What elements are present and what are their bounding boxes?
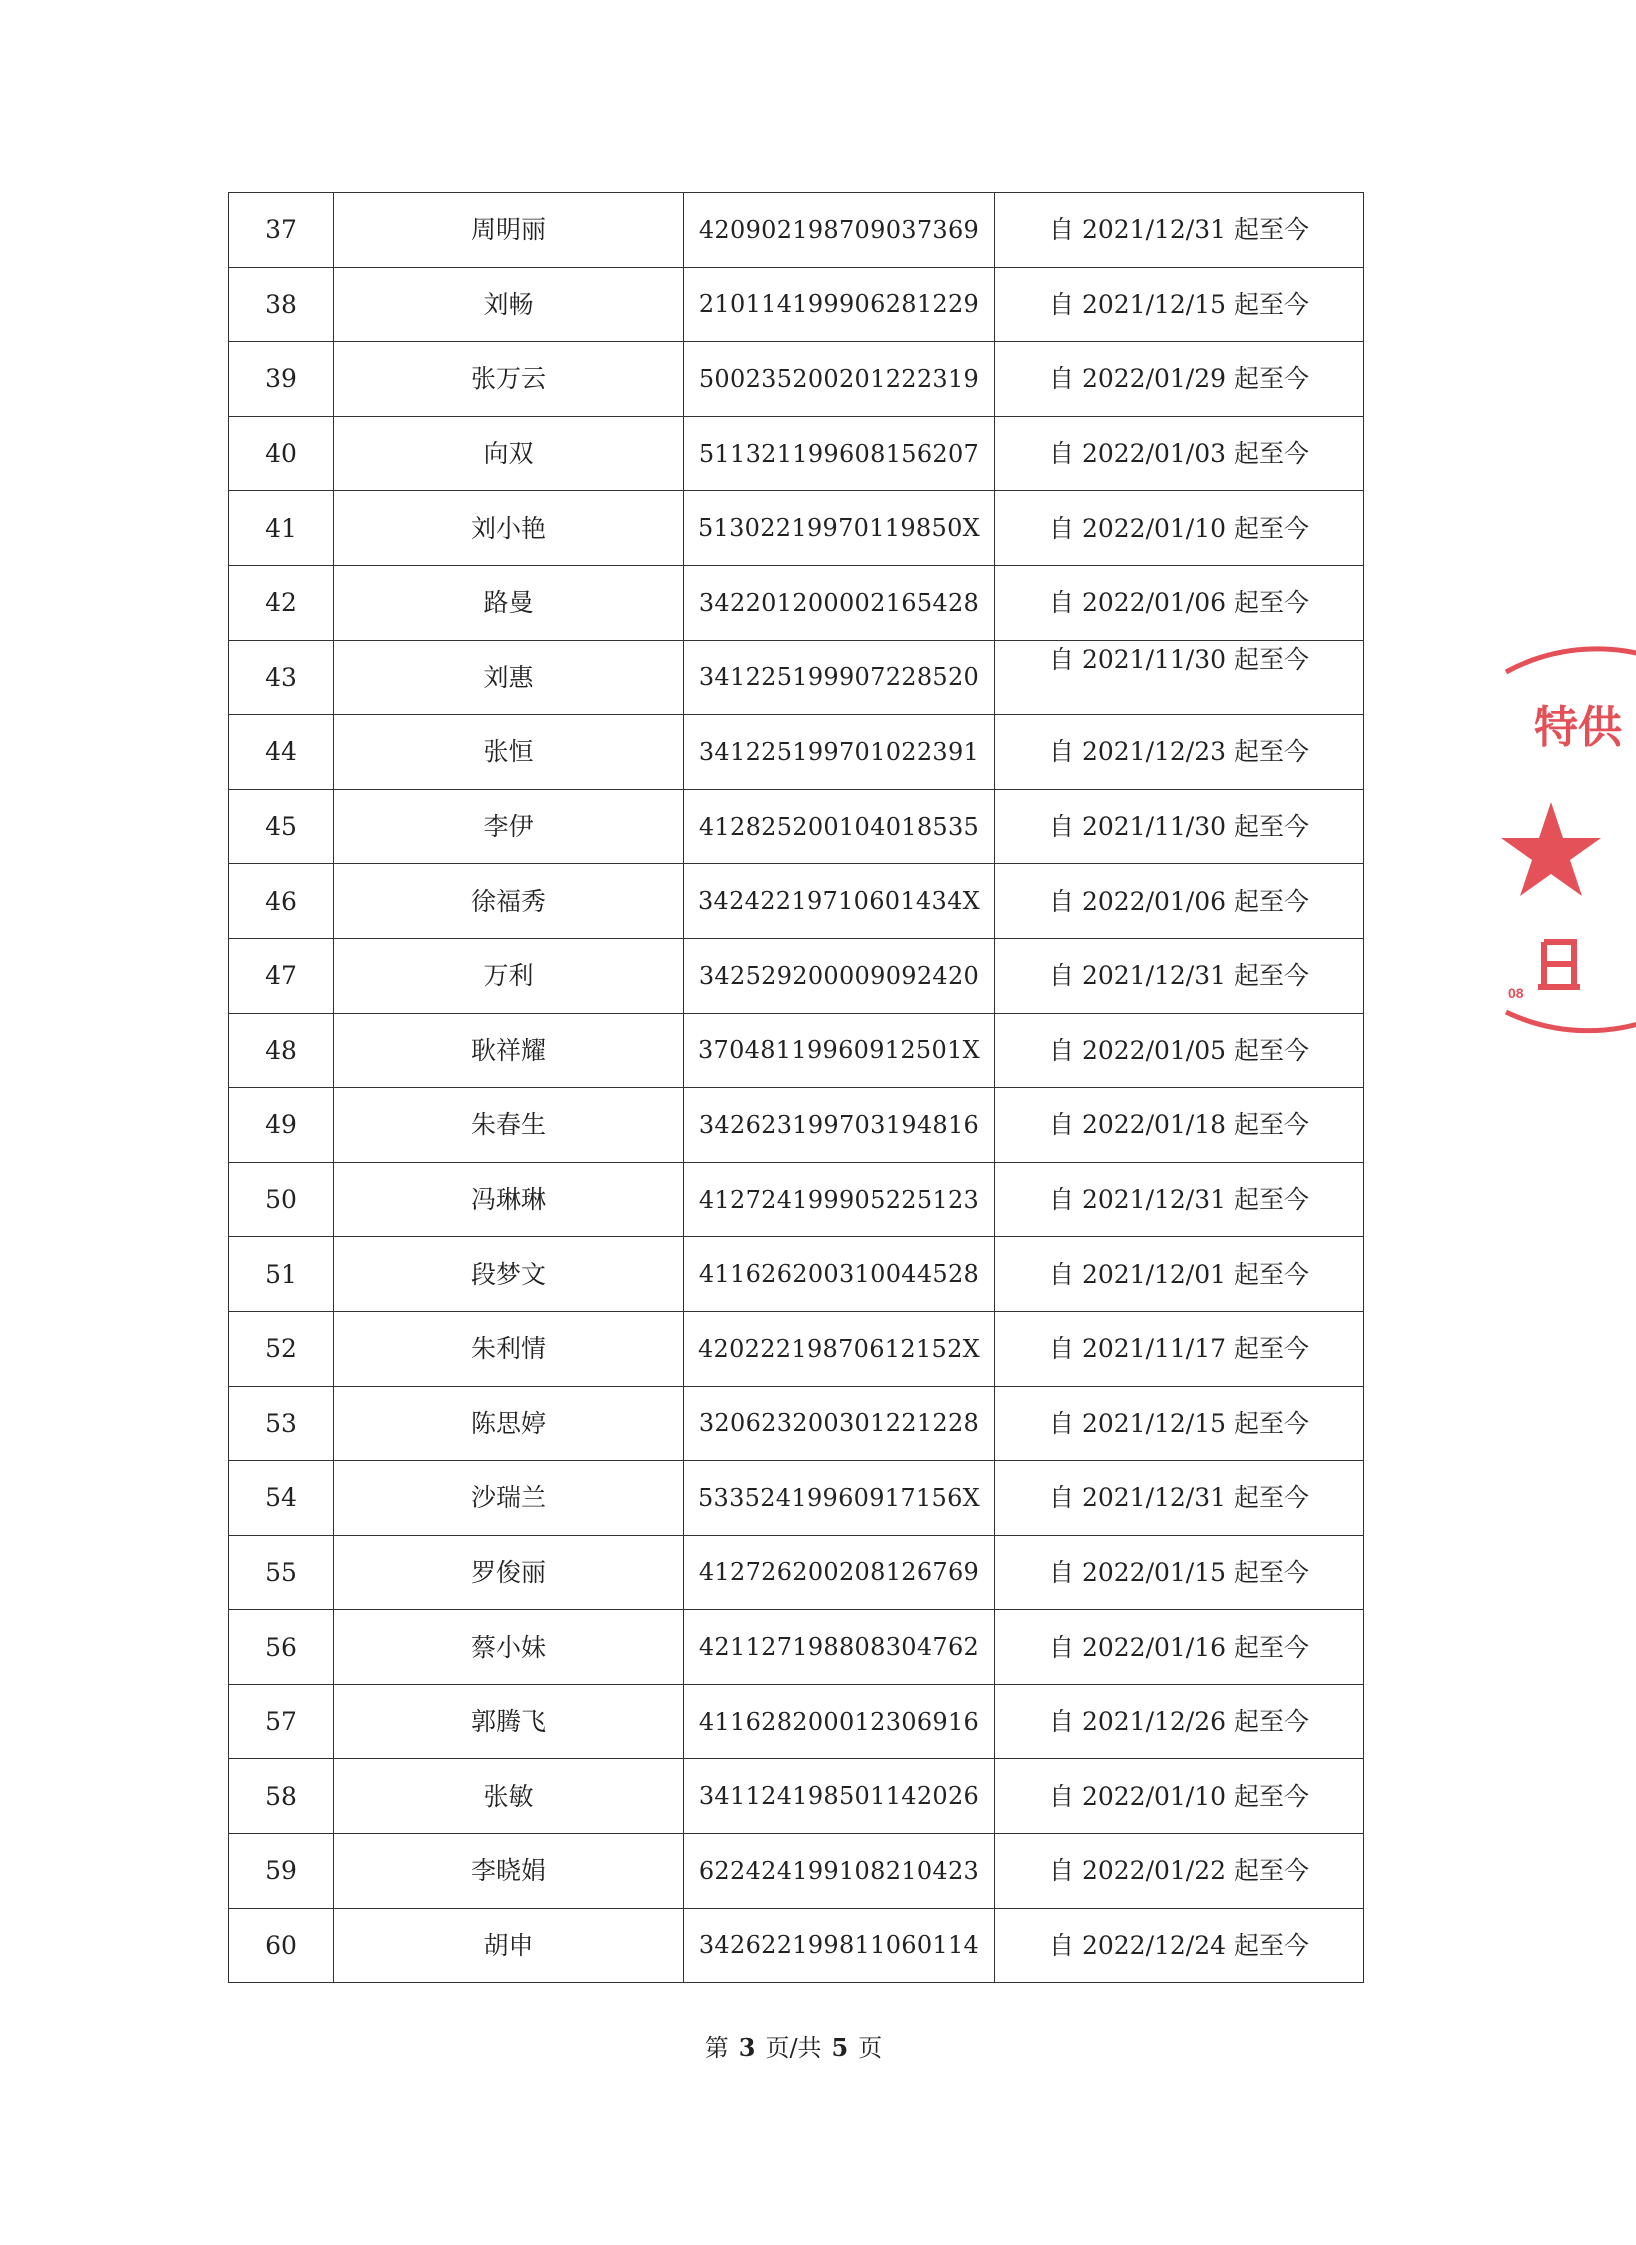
seal-star-icon [1501, 802, 1601, 896]
employment-period: 自 2022/01/03 起至今 [995, 416, 1364, 491]
employment-period: 自 2022/01/10 起至今 [995, 1759, 1364, 1834]
employment-period: 自 2022/12/24 起至今 [995, 1908, 1364, 1983]
employment-period: 自 2022/01/15 起至今 [995, 1535, 1364, 1610]
row-number: 60 [229, 1908, 334, 1983]
employment-period: 自 2021/12/31 起至今 [995, 1461, 1364, 1536]
table-row [229, 1759, 1364, 1834]
row-number: 55 [229, 1535, 334, 1610]
row-number: 54 [229, 1461, 334, 1536]
employment-period: 自 2021/12/23 起至今 [995, 715, 1364, 790]
person-name: 向双 [334, 416, 684, 491]
table-row [229, 1237, 1364, 1312]
svg-text:特供: 特供 [1534, 703, 1622, 752]
row-number: 43 [229, 640, 334, 715]
id-number: 341225199907228520 [684, 640, 995, 715]
person-name: 陈思婷 [334, 1386, 684, 1461]
id-number: 411626200310044528 [684, 1237, 995, 1312]
person-name: 张敏 [334, 1759, 684, 1834]
id-number: 411628200012306916 [684, 1684, 995, 1759]
footer-middle: 页/共 [765, 2034, 822, 2062]
person-name: 徐福秀 [334, 864, 684, 939]
row-number: 58 [229, 1759, 334, 1834]
row-number: 50 [229, 1162, 334, 1237]
table-row [229, 640, 1364, 715]
person-name: 路曼 [334, 565, 684, 640]
row-number: 41 [229, 491, 334, 566]
roster-table [228, 192, 1364, 1983]
id-number: 53352419960917156X [684, 1461, 995, 1536]
row-number: 47 [229, 938, 334, 1013]
employment-period: 自 2021/12/31 起至今 [995, 938, 1364, 1013]
id-number: 420902198709037369 [684, 193, 995, 268]
employment-period: 自 2021/12/31 起至今 [995, 1162, 1364, 1237]
table-row [229, 1311, 1364, 1386]
table-row [229, 789, 1364, 864]
id-number: 51302219970119850X [684, 491, 995, 566]
id-number: 421127198808304762 [684, 1610, 995, 1685]
row-number: 52 [229, 1311, 334, 1386]
person-name: 郭腾飞 [334, 1684, 684, 1759]
id-number: 412825200104018535 [684, 789, 995, 864]
person-name: 张万云 [334, 342, 684, 417]
table-row [229, 1013, 1364, 1088]
row-number: 57 [229, 1684, 334, 1759]
id-number: 342201200002165428 [684, 565, 995, 640]
row-number: 46 [229, 864, 334, 939]
person-name: 段梦文 [334, 1237, 684, 1312]
table-row [229, 342, 1364, 417]
footer-prefix: 第 [704, 2034, 729, 2062]
person-name: 周明丽 [334, 193, 684, 268]
person-name: 沙瑞兰 [334, 1461, 684, 1536]
row-number: 53 [229, 1386, 334, 1461]
person-name: 冯琳琳 [334, 1162, 684, 1237]
row-number: 45 [229, 789, 334, 864]
employment-period: 自 2021/11/17 起至今 [995, 1311, 1364, 1386]
red-seal-stamp [1496, 642, 1636, 1032]
table-row [229, 491, 1364, 566]
id-number: 500235200201222319 [684, 342, 995, 417]
table-row [229, 267, 1364, 342]
employment-period: 自 2021/11/30 起至今 [995, 640, 1364, 715]
row-number: 48 [229, 1013, 334, 1088]
person-name: 刘小艳 [334, 491, 684, 566]
table-row [229, 1162, 1364, 1237]
person-name: 刘惠 [334, 640, 684, 715]
page-footer [0, 2028, 1587, 2063]
person-name: 朱利情 [334, 1311, 684, 1386]
id-number: 412724199905225123 [684, 1162, 995, 1237]
employment-period: 自 2022/01/10 起至今 [995, 491, 1364, 566]
id-number: 320623200301221228 [684, 1386, 995, 1461]
id-number: 412726200208126769 [684, 1535, 995, 1610]
employment-period: 自 2021/12/31 起至今 [995, 193, 1364, 268]
employment-period: 自 2021/11/30 起至今 [995, 789, 1364, 864]
person-name: 张恒 [334, 715, 684, 790]
person-name: 朱春生 [334, 1088, 684, 1163]
table-row [229, 1461, 1364, 1536]
employment-period: 自 2021/12/15 起至今 [995, 1386, 1364, 1461]
employment-period: 自 2022/01/16 起至今 [995, 1610, 1364, 1685]
id-number: 511321199608156207 [684, 416, 995, 491]
footer-suffix: 页 [858, 2034, 883, 2062]
id-number: 210114199906281229 [684, 267, 995, 342]
id-number: 34242219710601434X [684, 864, 995, 939]
person-name: 李伊 [334, 789, 684, 864]
employment-period: 自 2022/01/22 起至今 [995, 1834, 1364, 1909]
employment-period: 自 2022/01/29 起至今 [995, 342, 1364, 417]
person-name: 蔡小妹 [334, 1610, 684, 1685]
employment-period: 自 2021/12/01 起至今 [995, 1237, 1364, 1312]
employment-period: 自 2022/01/18 起至今 [995, 1088, 1364, 1163]
table-row [229, 864, 1364, 939]
row-number: 39 [229, 342, 334, 417]
person-name: 罗俊丽 [334, 1535, 684, 1610]
row-number: 49 [229, 1088, 334, 1163]
id-number: 341124198501142026 [684, 1759, 995, 1834]
row-number: 38 [229, 267, 334, 342]
person-name: 万利 [334, 938, 684, 1013]
table-row [229, 193, 1364, 268]
row-number: 51 [229, 1237, 334, 1312]
id-number: 341225199701022391 [684, 715, 995, 790]
table-row [229, 1610, 1364, 1685]
table-row [229, 715, 1364, 790]
table-row [229, 1386, 1364, 1461]
employment-period: 自 2021/12/15 起至今 [995, 267, 1364, 342]
employment-period: 自 2022/01/05 起至今 [995, 1013, 1364, 1088]
table-row [229, 1834, 1364, 1909]
employment-period: 自 2022/01/06 起至今 [995, 565, 1364, 640]
id-number: 622424199108210423 [684, 1834, 995, 1909]
id-number: 342529200009092420 [684, 938, 995, 1013]
id-number: 342622199811060114 [684, 1908, 995, 1983]
employment-period: 自 2022/01/06 起至今 [995, 864, 1364, 939]
id-number: 342623199703194816 [684, 1088, 995, 1163]
table-row [229, 416, 1364, 491]
current-page-number: 3 [738, 2033, 756, 2062]
row-number: 40 [229, 416, 334, 491]
total-page-count: 5 [831, 2033, 849, 2062]
table-row [229, 1535, 1364, 1610]
row-number: 56 [229, 1610, 334, 1685]
row-number: 44 [229, 715, 334, 790]
id-number: 37048119960912501X [684, 1013, 995, 1088]
svg-text:08: 08 [1508, 985, 1524, 1001]
row-number: 42 [229, 565, 334, 640]
table-row [229, 1908, 1364, 1983]
table-row [229, 1684, 1364, 1759]
person-name: 胡申 [334, 1908, 684, 1983]
person-name: 李晓娟 [334, 1834, 684, 1909]
table-row [229, 1088, 1364, 1163]
employment-period: 自 2021/12/26 起至今 [995, 1684, 1364, 1759]
table-row [229, 565, 1364, 640]
row-number: 37 [229, 193, 334, 268]
person-name: 耿祥耀 [334, 1013, 684, 1088]
person-name: 刘畅 [334, 267, 684, 342]
row-number: 59 [229, 1834, 334, 1909]
id-number: 42022219870612152X [684, 1311, 995, 1386]
roster-table-body [229, 193, 1364, 1983]
table-row [229, 938, 1364, 1013]
